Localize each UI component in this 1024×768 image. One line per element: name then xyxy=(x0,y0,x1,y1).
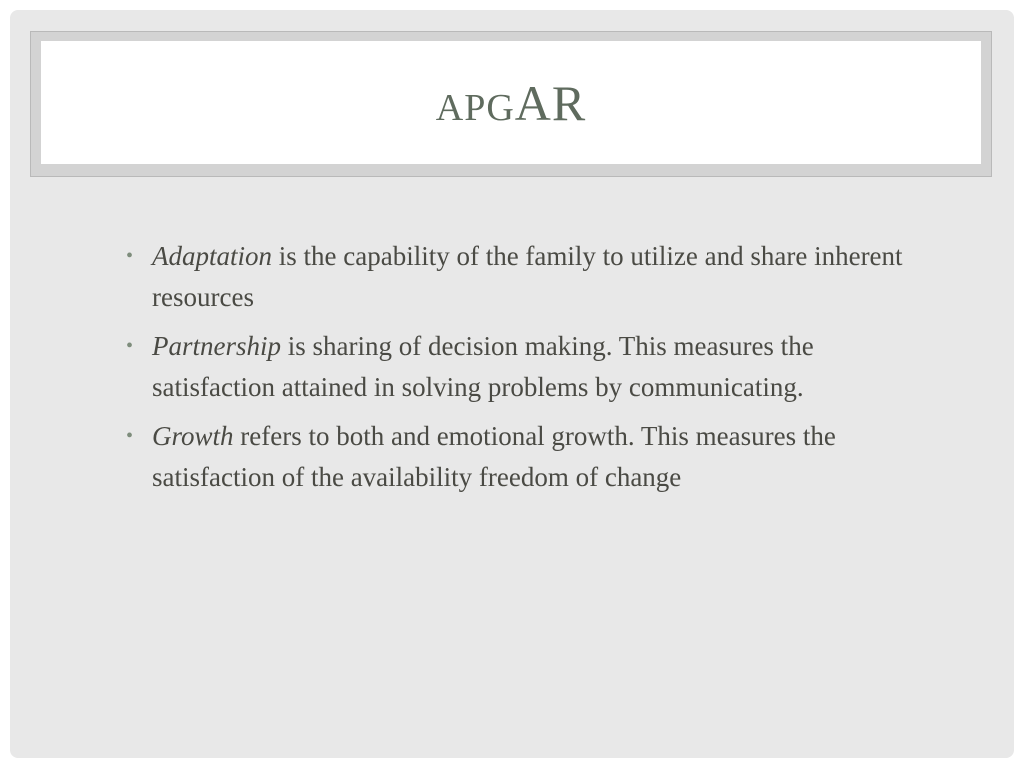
content-area xyxy=(124,236,904,506)
bullet-text: refers to both and emotional growth. This measures the satisfaction of the availability freedom of change xyxy=(152,421,836,492)
bullet-text: is sharing of decision making. This measures the satisfaction attained in solving problems by communicating. xyxy=(152,331,814,402)
bullet-item-partnership xyxy=(124,326,904,408)
bullet-icon: • xyxy=(126,335,134,357)
title-small-caps: APG xyxy=(435,86,515,129)
bullet-term: Adaptation xyxy=(152,241,272,271)
bullet-item-adaptation xyxy=(124,236,904,318)
slide xyxy=(10,10,1014,758)
bullet-term: Growth xyxy=(152,421,234,451)
slide-title xyxy=(435,74,587,131)
bullet-text: is the capability of the family to utilize and share inherent resources xyxy=(152,241,903,312)
bullet-list xyxy=(124,236,904,498)
bullet-icon: • xyxy=(126,425,134,447)
title-large: AR xyxy=(514,74,587,131)
title-box xyxy=(41,41,981,164)
bullet-item-growth xyxy=(124,416,904,498)
title-frame xyxy=(30,31,992,177)
bullet-icon: • xyxy=(126,245,134,267)
bullet-term: Partnership xyxy=(152,331,282,361)
